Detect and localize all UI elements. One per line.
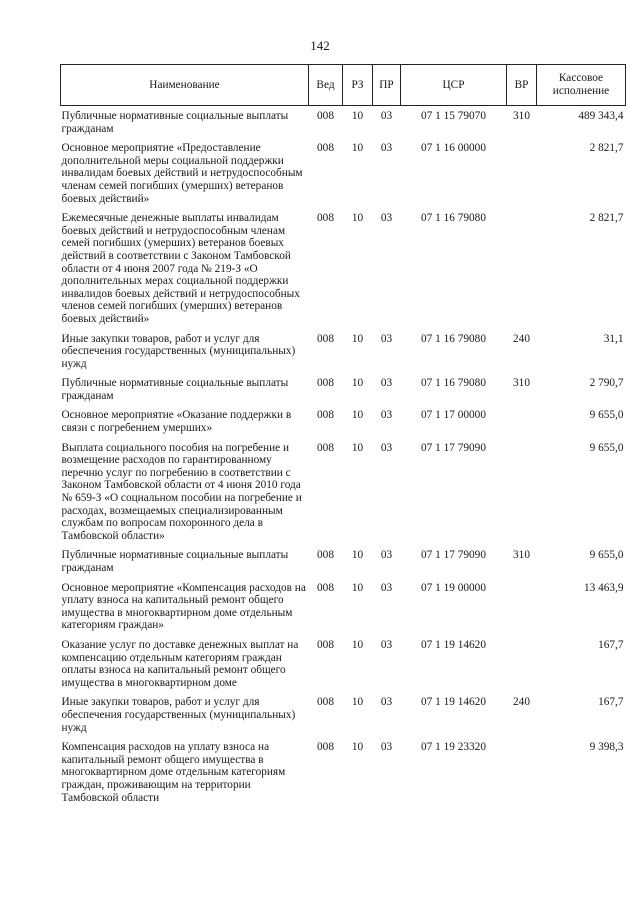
cell-sum: 167,7 — [598, 638, 624, 651]
cell-vr: 240 — [513, 332, 530, 345]
cell-vr — [507, 578, 537, 635]
table-row — [61, 737, 626, 807]
cell-name: Основное мероприятие «Предоставление дополнительной меры социальной поддержки инвалидам боевых действий и нетрудоспособным членам семей погибших (умерших) ветеранов боевых действий» — [61, 142, 303, 205]
header-sum: Кассовое исполнение — [537, 65, 626, 106]
cell-rz: 10 — [351, 581, 364, 594]
cell-vr: 240 — [513, 696, 530, 709]
cell-sum: 9 655,0 — [589, 441, 624, 454]
cell-rz: 10 — [351, 212, 364, 225]
cell-rz: 10 — [351, 142, 364, 155]
cell-sum: 489 343,4 — [578, 110, 624, 122]
cell-ved: 008 — [317, 332, 334, 345]
cell-pr: 03 — [380, 409, 393, 422]
cell-name: Публичные нормативные социальные выплаты гражданам — [61, 110, 289, 135]
table-row — [61, 692, 626, 737]
cell-sum: 2 790,7 — [589, 377, 624, 390]
cell-pr: 03 — [380, 212, 393, 225]
table-row — [61, 329, 626, 374]
cell-ved: 008 — [317, 142, 334, 155]
cell-vr: 310 — [513, 377, 530, 390]
cell-csr: 07 1 16 00000 — [421, 142, 486, 155]
cell-pr: 03 — [380, 110, 393, 122]
cell-pr: 03 — [380, 142, 393, 155]
cell-ved: 008 — [317, 549, 334, 562]
cell-csr: 07 1 17 79090 — [421, 441, 486, 454]
cell-pr: 03 — [380, 332, 393, 345]
cell-ved: 008 — [317, 377, 334, 390]
cell-rz: 10 — [351, 741, 364, 754]
cell-csr: 07 1 19 14620 — [421, 696, 486, 709]
table-row — [61, 138, 626, 208]
cell-csr: 07 1 19 00000 — [421, 581, 486, 594]
cell-name: Выплата социального пособия на погребение и возмещение расходов по гарантированному перечню услуг по погребению в соответствии с Законом Тамбовской области от 4 июня 2010 года № 659-З «О социальном пособии на погребение и расходах, возмещаемых специализированным службам по вопросам похоронного дела в Тамбовской области» — [61, 441, 302, 542]
cell-csr: 07 1 19 23320 — [421, 741, 486, 754]
cell-vr: 310 — [513, 549, 530, 562]
cell-csr: 07 1 16 79080 — [421, 212, 486, 225]
table-body — [61, 106, 626, 808]
cell-rz: 10 — [351, 409, 364, 422]
cell-name: Ежемесячные денежные выплаты инвалидам боевых действий и нетрудоспособным членам семей погибших (умерших) ветеранов боевых действий в соответствии с Законом Тамбовской области от 4 июня 2007 года № 219-З «О дополнительных мерах социальной поддержки инвалидов боевых действий и нетрудоспособных членов семей погибших (умерших) ветеранов боевых действий» — [61, 212, 300, 325]
cell-sum: 9 398,3 — [589, 741, 624, 754]
cell-ved: 008 — [317, 638, 334, 651]
table-row — [61, 373, 626, 405]
header-pr: ПР — [373, 65, 401, 106]
cell-rz: 10 — [351, 110, 364, 122]
cell-vr — [507, 405, 537, 437]
cell-ved: 008 — [317, 409, 334, 422]
table-row — [61, 438, 626, 546]
table-row — [61, 635, 626, 692]
cell-pr: 03 — [380, 549, 393, 562]
cell-vr: 310 — [513, 110, 530, 122]
budget-table — [60, 64, 626, 807]
cell-ved: 008 — [317, 441, 334, 454]
cell-pr: 03 — [380, 741, 393, 754]
table-row — [61, 106, 626, 139]
cell-sum: 9 655,0 — [589, 549, 624, 562]
cell-ved: 008 — [317, 696, 334, 709]
cell-rz: 10 — [351, 332, 364, 345]
cell-csr: 07 1 16 79080 — [421, 332, 486, 345]
cell-vr — [507, 737, 537, 807]
cell-pr: 03 — [380, 581, 393, 594]
cell-name: Основное мероприятие «Оказание поддержки в связи с погребением умерших» — [61, 409, 292, 435]
cell-pr: 03 — [380, 441, 393, 454]
page-number: 142 — [310, 38, 330, 53]
cell-name: Иные закупки товаров, работ и услуг для обеспечения государственных (муниципальных) нужд — [61, 696, 296, 734]
cell-csr: 07 1 16 79080 — [421, 377, 486, 390]
cell-sum: 167,7 — [598, 696, 624, 709]
cell-sum: 13 463,9 — [583, 581, 624, 594]
cell-sum: 9 655,0 — [589, 409, 624, 422]
cell-rz: 10 — [351, 638, 364, 651]
cell-csr: 07 1 19 14620 — [421, 638, 486, 651]
table-header — [61, 65, 626, 106]
cell-name: Иные закупки товаров, работ и услуг для обеспечения государственных (муниципальных) нужд — [61, 332, 296, 370]
header-csr: ЦСР — [401, 65, 507, 106]
cell-name: Компенсация расходов на уплату взноса на капитальный ремонт общего имущества в многоквартирном доме отдельным категориям граждан, проживающим на территории Тамбовской области — [61, 741, 286, 804]
cell-ved: 008 — [317, 110, 334, 122]
cell-rz: 10 — [351, 549, 364, 562]
cell-name: Публичные нормативные социальные выплаты гражданам — [61, 377, 289, 402]
header-name: Наименование — [61, 65, 309, 106]
cell-vr — [507, 138, 537, 208]
cell-name: Основное мероприятие «Компенсация расходов на уплату взноса на капитальный ремонт общего имущества в многоквартирном доме отдельным категориям граждан» — [61, 581, 306, 632]
cell-rz: 10 — [351, 377, 364, 390]
cell-pr: 03 — [380, 377, 393, 390]
cell-name: Оказание услуг по доставке денежных выплат на компенсацию отдельным категориям граждан оплаты взноса на капитальный ремонт общего имущества в многоквартирном доме — [61, 638, 299, 689]
table-row — [61, 405, 626, 437]
cell-name: Публичные нормативные социальные выплаты гражданам — [61, 549, 289, 574]
table-row — [61, 545, 626, 577]
cell-ved: 008 — [317, 741, 334, 754]
table-row — [61, 578, 626, 635]
cell-csr: 07 1 15 79070 — [421, 110, 486, 122]
cell-sum: 2 821,7 — [589, 142, 624, 155]
cell-csr: 07 1 17 79090 — [421, 549, 486, 562]
header-vr: ВР — [507, 65, 537, 106]
cell-vr — [507, 635, 537, 692]
cell-sum: 2 821,7 — [589, 212, 624, 225]
cell-pr: 03 — [380, 638, 393, 651]
header-ved: Вед — [309, 65, 343, 106]
cell-rz: 10 — [351, 696, 364, 709]
cell-vr — [507, 438, 537, 546]
cell-sum: 31,1 — [603, 332, 624, 345]
cell-vr — [507, 208, 537, 328]
cell-ved: 008 — [317, 212, 334, 225]
cell-rz: 10 — [351, 441, 364, 454]
cell-csr: 07 1 17 00000 — [421, 409, 486, 422]
cell-pr: 03 — [380, 696, 393, 709]
header-rz: РЗ — [343, 65, 373, 106]
cell-ved: 008 — [317, 581, 334, 594]
table-row — [61, 208, 626, 328]
